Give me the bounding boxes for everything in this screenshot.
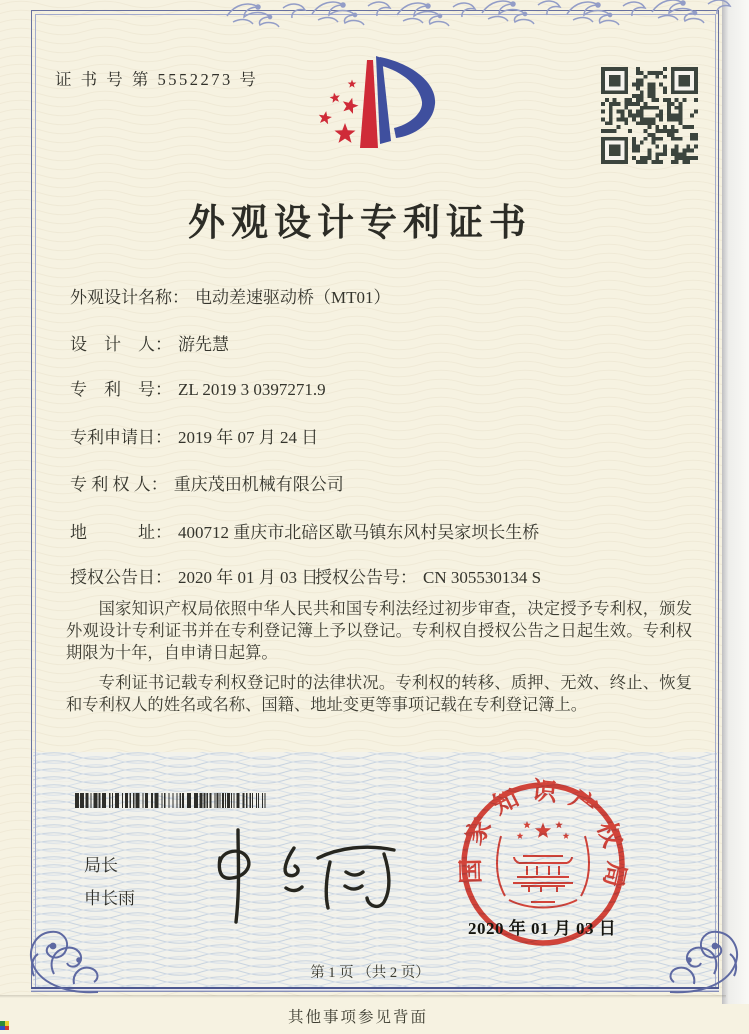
panel-bottom-rule (31, 987, 719, 989)
bottom-right-floral-icon (656, 912, 748, 996)
signature-icon (198, 826, 408, 926)
paragraph-register-statement: 专利证书记载专利权登记时的法律状况。专利权的转移、质押、无效、终止、恢复和专利权人的姓名或名称、国籍、地址变更等事项记载在专利登记簿上。 (66, 672, 692, 714)
seal-org-text: 国家知识产权局 (457, 777, 630, 901)
field-designer: 设 计 人： 游先慧 (70, 335, 229, 354)
barcode-icon (75, 793, 271, 808)
field-grant-date: 授权公告日： 2020 年 01 月 03 日 (70, 568, 319, 587)
field-grant-number: 授权公告号： CN 305530134 S (315, 568, 542, 587)
director-block (84, 849, 135, 915)
field-design-name: 外观设计名称： 电动差速驱动桥（MT01） (70, 288, 391, 307)
field-filing-date: 专利申请日： 2019 年 07 月 24 日 (70, 428, 319, 447)
qr-code-icon (601, 67, 698, 164)
seal-date: 2020 年 01 月 03 日 (468, 919, 617, 938)
director-title: 局长 (84, 856, 118, 875)
page-number: 第 1 页 （共 2 页） (310, 965, 430, 981)
field-patentee: 专 利 权 人： 重庆茂田机械有限公司 (70, 475, 344, 494)
field-address: 地 址： 400712 重庆市北碚区歇马镇东风村吴家坝长生桥 (70, 523, 540, 542)
director-name: 申长雨 (84, 889, 135, 908)
bottom-left-floral-icon (20, 912, 112, 996)
page-right-edge (722, 0, 749, 1004)
scan-color-speck (0, 1021, 9, 1030)
back-side-note: 其他事项参见背面 (287, 1009, 428, 1026)
field-patent-number: 专 利 号： ZL 2019 3 0397271.9 (70, 380, 326, 399)
cnipa-logo-icon (303, 46, 448, 164)
paragraph-grant-statement: 国家知识产权局依照中华人民共和国专利法经过初步审查，决定授予专利权，颁发外观设计专利证书并在专利登记簿上予以登记。专利权自授权公告之日起生效。专利权期限为十年，自申请日起算。 (66, 599, 692, 663)
body-paragraphs (66, 598, 692, 723)
top-floral-ornament-icon (225, 0, 749, 30)
certificate-title: 外观设计专利证书 (188, 203, 532, 244)
certificate-number: 证 书 号 第 5552273 号 (55, 70, 259, 89)
svg-text:国家知识产权局 (457, 777, 631, 901)
